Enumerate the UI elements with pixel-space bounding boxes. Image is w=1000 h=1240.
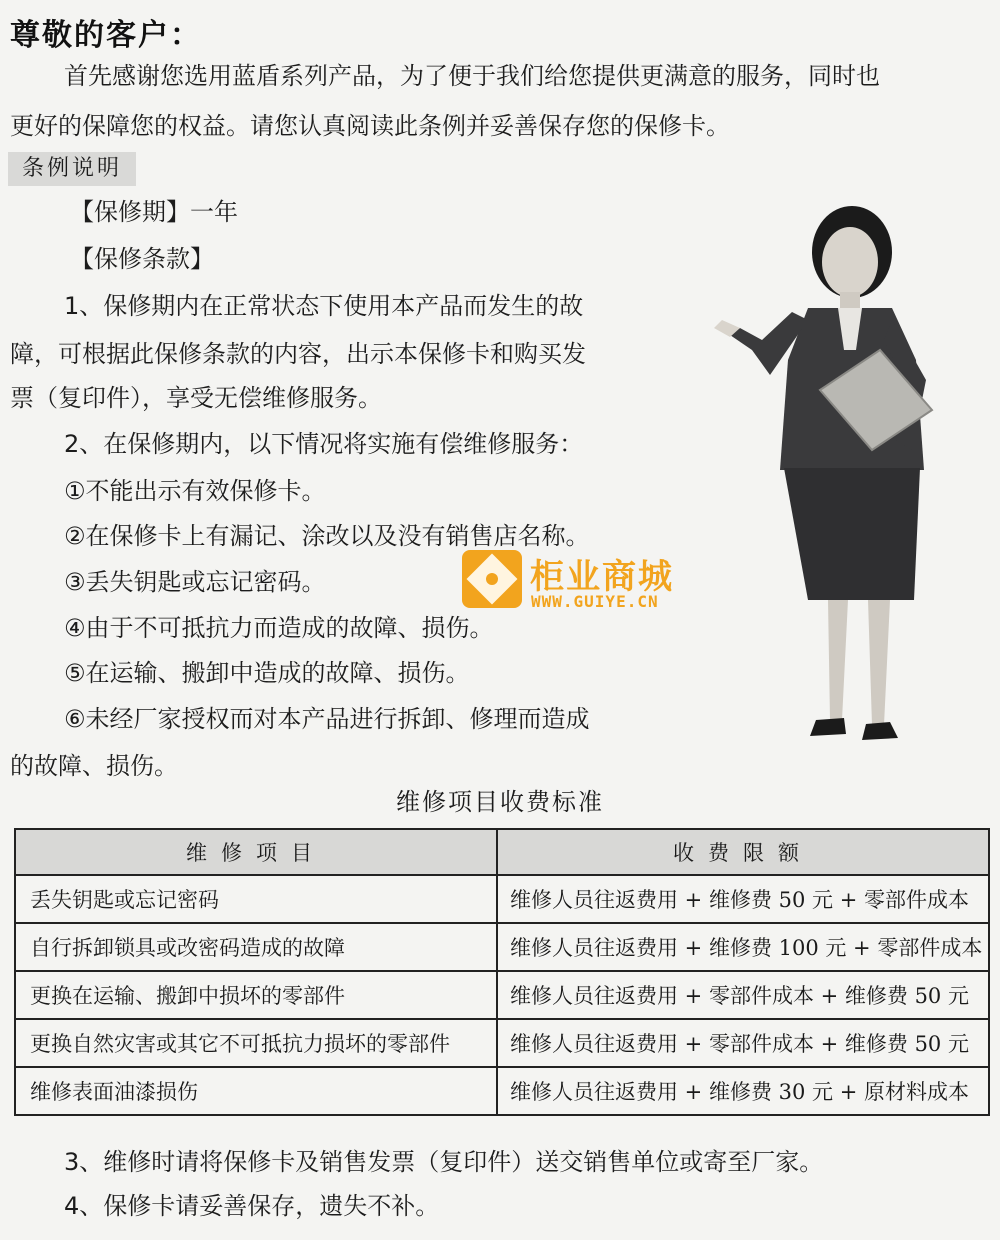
businesswoman-photo: [700, 200, 1000, 770]
paid-case-4: ④由于不可抵抗力而造成的故障、损伤。: [64, 614, 494, 642]
fee-limit: 维修人员往返费用 + 零部件成本 + 维修费 50 元: [497, 1019, 989, 1067]
fee-limit: 维修人员往返费用 + 维修费 100 元 + 零部件成本: [497, 923, 989, 971]
table-row: [15, 971, 989, 1019]
warranty-period: 【保修期】一年: [70, 198, 238, 226]
greeting-heading: 尊敬的客户：: [10, 18, 202, 53]
clause-3: 3、维修时请将保修卡及销售发票（复印件）送交销售单位或寄至厂家。: [64, 1148, 824, 1176]
table-row: [15, 923, 989, 971]
section-label: 条例说明: [8, 152, 136, 186]
paid-case-2: ②在保修卡上有漏记、涂改以及没有销售店名称。: [64, 522, 590, 550]
repair-item: 自行拆卸锁具或改密码造成的故障: [15, 923, 497, 971]
clause-4: 4、保修卡请妥善保存，遗失不补。: [64, 1192, 440, 1220]
fee-table-title: 维修项目收费标准: [396, 788, 604, 816]
watermark-url: WWW.GUIYE.CN: [531, 592, 659, 611]
header-fee-limit: 收费限额: [497, 829, 989, 875]
watermark-name: 柜业商城: [530, 557, 674, 597]
fee-table: [14, 828, 990, 1116]
paid-case-6-tail: 的故障、损伤。: [10, 752, 178, 780]
paid-case-5: ⑤在运输、搬卸中造成的故障、损伤。: [64, 659, 470, 687]
fee-limit: 维修人员往返费用 + 零部件成本 + 维修费 50 元: [497, 971, 989, 1019]
paid-case-1: ①不能出示有效保修卡。: [64, 477, 326, 505]
paid-case-3: ③丢失钥匙或忘记密码。: [64, 568, 326, 596]
warranty-terms-heading: 【保修条款】: [70, 245, 214, 273]
clause-1-line-2: 障，可根据此保修条款的内容，出示本保修卡和购买发: [10, 340, 586, 368]
watermark-logo-icon: [462, 550, 522, 608]
clause-2: 2、在保修期内，以下情况将实施有偿维修服务：: [64, 430, 584, 458]
clause-1-line-3: 票（复印件），享受无偿维修服务。: [10, 384, 382, 412]
table-row: [15, 1067, 989, 1115]
clause-1-line-1: 1、保修期内在正常状态下使用本产品而发生的故: [64, 292, 584, 320]
fee-limit: 维修人员往返费用 + 维修费 50 元 + 零部件成本: [497, 875, 989, 923]
repair-item: 维修表面油漆损伤: [15, 1067, 497, 1115]
repair-item: 更换在运输、搬卸中损坏的零部件: [15, 971, 497, 1019]
fee-table-header: [15, 829, 989, 875]
paid-case-6: ⑥未经厂家授权而对本产品进行拆卸、修理而造成: [64, 705, 590, 733]
repair-item: 更换自然灾害或其它不可抵抗力损坏的零部件: [15, 1019, 497, 1067]
fee-limit: 维修人员往返费用 + 维修费 30 元 + 原材料成本: [497, 1067, 989, 1115]
header-repair-item: 维修项目: [15, 829, 497, 875]
repair-item: 丢失钥匙或忘记密码: [15, 875, 497, 923]
table-row: [15, 875, 989, 923]
intro-line-1: 首先感谢您选用蓝盾系列产品，为了便于我们给您提供更满意的服务，同时也: [64, 62, 880, 90]
intro-line-2: 更好的保障您的权益。请您认真阅读此条例并妥善保存您的保修卡。: [10, 112, 730, 140]
table-row: [15, 1019, 989, 1067]
